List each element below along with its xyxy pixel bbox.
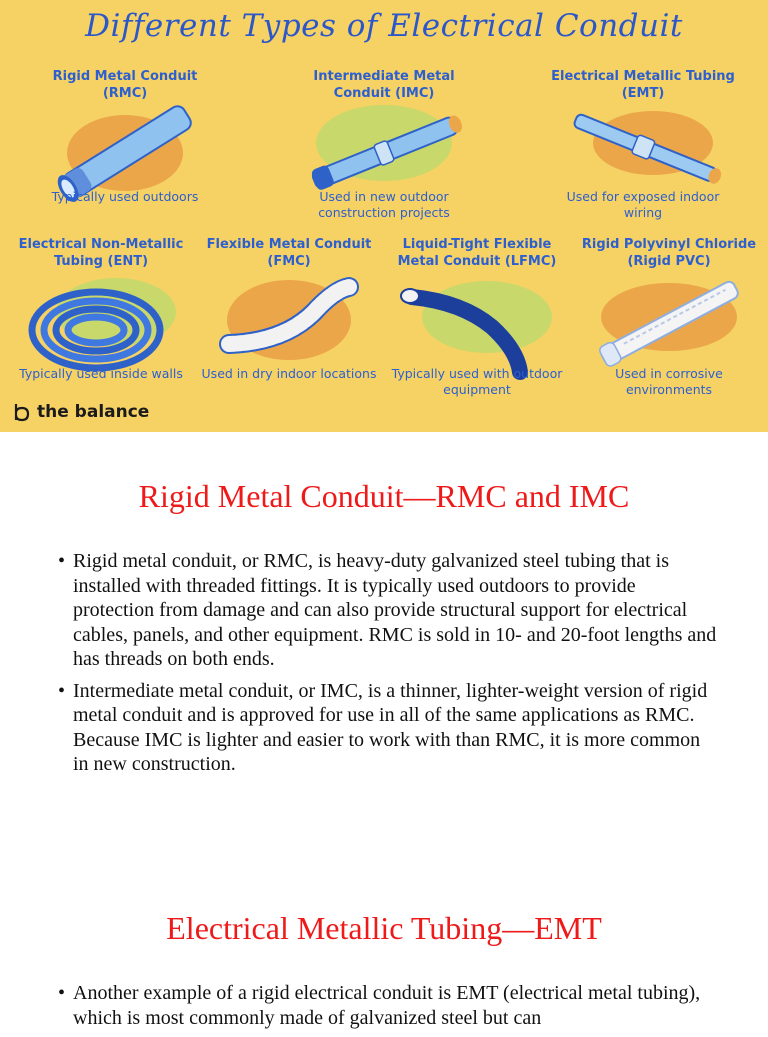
item-lfmc <box>382 236 572 397</box>
item-name: Flexible Metal Conduit (FMC) <box>206 237 372 269</box>
item-name: Rigid Polyvinyl Chloride (Rigid PVC) <box>581 237 757 269</box>
item-description: Used in dry indoor locations <box>201 366 377 381</box>
item-name: Electrical Metallic Tubing (EMT) <box>551 69 735 101</box>
item-description: Typically used with outdoor equipment <box>391 366 563 397</box>
section-heading-emt: Electrical Metallic Tubing—EMT <box>166 910 602 946</box>
section-heading-rmc-imc: Rigid Metal Conduit—RMC and IMC <box>138 478 630 514</box>
item-description: Used in corrosive environments <box>615 366 723 397</box>
bullet-item: • Another example of a rigid electrical conduit is EMT (electrical metal tubing), which is most commonly made of galvanized steel but can <box>58 981 718 1030</box>
document-body <box>0 432 768 1029</box>
item-description: Typically used outdoors <box>51 189 199 204</box>
item-emt <box>548 68 738 220</box>
brand-name: the balance <box>37 402 150 422</box>
balance-logo-icon <box>13 402 33 422</box>
conduit-infographic <box>0 0 768 432</box>
bullet-item: • Rigid metal conduit, or RMC, is heavy-duty galvanized steel tubing that is installed with threaded fittings. It is typically used outdoors to provide protection from damage and can also provide structural support for electrical cables, panels, and other equipment. RMC is sold in 10- and 20-foot lengths and has threads on both ends. <box>58 549 718 672</box>
item-description: Used for exposed indoor wiring <box>566 189 720 220</box>
item-pvc <box>574 236 764 397</box>
bullet-list-rmc-imc <box>58 549 718 784</box>
item-fmc <box>194 236 384 381</box>
item-rmc <box>30 68 220 204</box>
item-description: Used in new outdoor construction projects <box>318 189 450 220</box>
item-imc <box>289 68 479 220</box>
infographic-title: Different Types of Electrical Conduit <box>85 8 683 44</box>
item-name: Rigid Metal Conduit (RMC) <box>52 69 198 101</box>
item-description: Typically used inside walls <box>19 366 183 381</box>
bullet-list-emt <box>58 981 718 1037</box>
item-name: Liquid-Tight Flexible Metal Conduit (LFMC) <box>397 237 557 269</box>
item-name: Intermediate Metal Conduit (IMC) <box>313 69 455 101</box>
brand-logo <box>13 402 149 422</box>
bullet-item: • Intermediate metal conduit, or IMC, is a thinner, lighter-weight version of rigid metal conduit and is approved for use in all of the same applications as RMC. Because IMC is lighter and easier to work with than RMC, it is more common in new construction. <box>58 679 718 777</box>
item-name: Electrical Non-Metallic Tubing (ENT) <box>18 237 184 269</box>
item-ent <box>6 236 196 381</box>
